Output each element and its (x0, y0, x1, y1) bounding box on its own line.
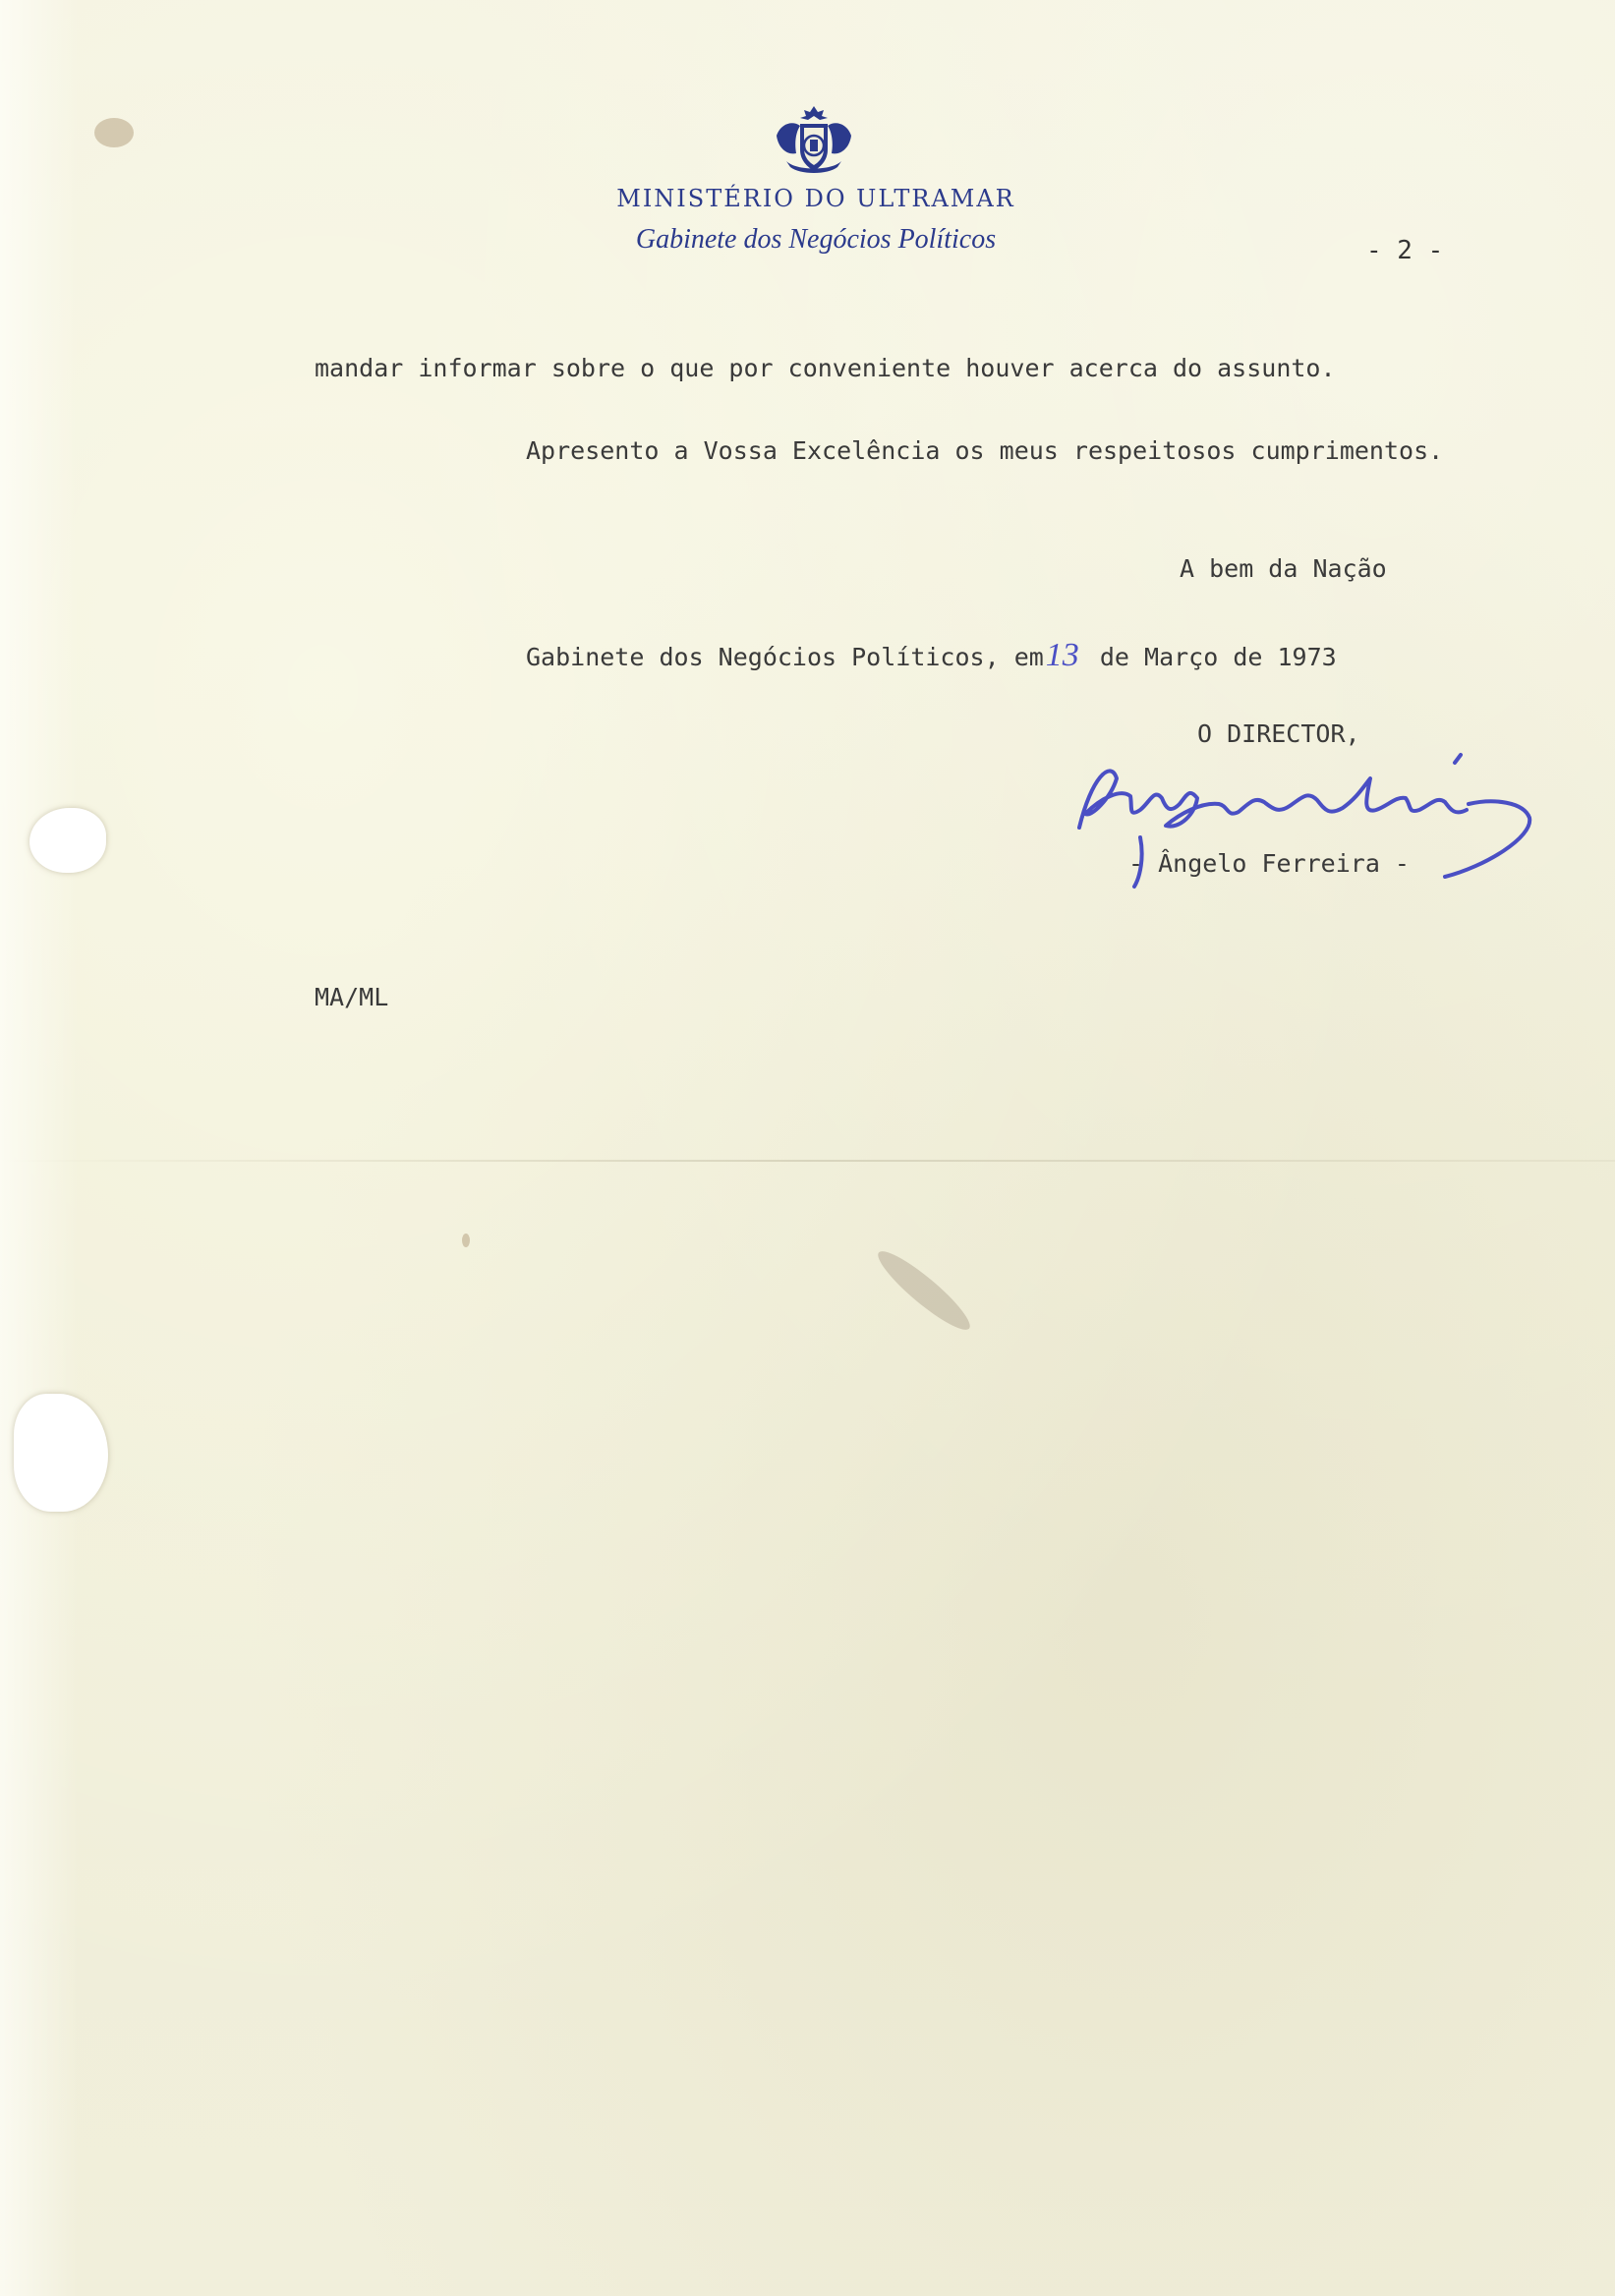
signatory-name: - Ângelo Ferreira - (1128, 849, 1410, 878)
reference-initials: MA/ML (315, 983, 389, 1011)
punch-hole (29, 808, 106, 873)
place-date-suffix: de Março de 1973 (1099, 643, 1337, 671)
body-line-2: Apresento a Vossa Excelência os meus respeitosos cumprimentos. (526, 436, 1444, 465)
body-line-1: mandar informar sobre o que por conveniente houver acerca do assunto. (315, 354, 1336, 382)
signature-title: O DIRECTOR, (1197, 719, 1360, 748)
ministry-name: MINISTÉRIO DO ULTRAMAR (616, 185, 1015, 212)
paper-edge-wear (0, 0, 79, 2296)
stain (871, 1242, 978, 1338)
cabinet-name: Gabinete dos Negócios Políticos (635, 224, 997, 255)
paper-fold (0, 1160, 1615, 1162)
handwritten-day: 13 (1045, 637, 1079, 673)
stain (94, 118, 134, 147)
place-date-line (526, 637, 1337, 674)
torn-edge (14, 1394, 108, 1512)
place-date-prefix: Gabinete dos Negócios Políticos, em (526, 643, 1044, 671)
stain (462, 1234, 470, 1247)
closing-salutation: A bem da Nação (1180, 554, 1387, 583)
coat-of-arms-icon (767, 102, 861, 181)
page-number: - 2 - (1366, 236, 1444, 265)
